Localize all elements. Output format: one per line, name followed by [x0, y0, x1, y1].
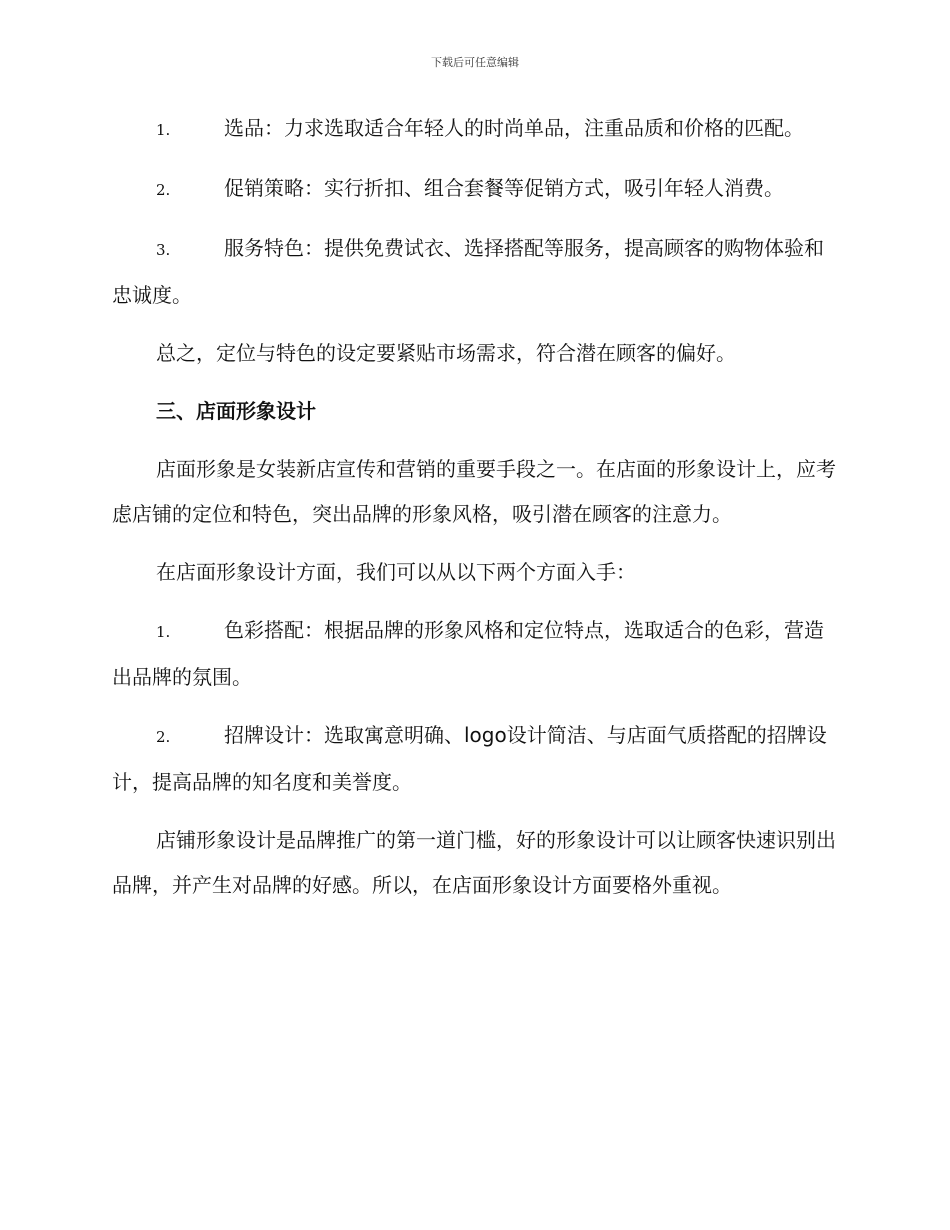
document-body [112, 106, 842, 921]
list-text: 服务特色：提供免费试衣、选择搭配等服务，提高顾客的购物体验和忠诚度。 [112, 236, 824, 307]
list-number: 2. [156, 728, 171, 746]
list-text: 色彩搭配：根据品牌的形象风格和定位特点，选取适合的色彩，营造出品牌的氛围。 [112, 618, 824, 689]
list-number: 2. [156, 181, 171, 199]
list-item [112, 106, 842, 153]
list-number: 3. [156, 241, 171, 259]
list-text: 促销策略：实行折扣、组合套餐等促销方式，吸引年轻人消费。 [224, 176, 784, 200]
list-number: 1. [156, 623, 171, 641]
list-text: 招牌设计：选取寓意明确、logo设计简洁、与店面气质搭配的招牌设计，提高品牌的知名度和美誉度。 [112, 723, 827, 794]
page-header: 下载后可任意编辑 [431, 56, 519, 69]
list-text: 选品：力求选取适合年轻人的时尚单品，注重品质和价格的匹配。 [224, 116, 804, 140]
list-item [112, 713, 842, 805]
lead-paragraph: 在店面形象设计方面，我们可以从以下两个方面入手： [156, 560, 636, 584]
list-number: 1. [156, 121, 171, 139]
list-item [112, 608, 842, 700]
intro-paragraph: 店面形象是女装新店宣传和营销的重要手段之一。在店面的形象设计上，应考虑店铺的定位和特色，突出品牌的形象风格，吸引潜在顾客的注意力。 [112, 457, 836, 526]
closing-paragraph: 店铺形象设计是品牌推广的第一道门槛，好的形象设计可以让顾客快速识别出品牌，并产生对品牌的好感。所以，在店面形象设计方面要格外重视。 [112, 828, 836, 897]
section-heading: 三、店面形象设计 [156, 399, 316, 423]
list-item [112, 166, 842, 213]
list-item [112, 226, 842, 318]
summary-paragraph: 总之，定位与特色的设定要紧贴市场需求，符合潜在顾客的偏好。 [156, 341, 736, 365]
